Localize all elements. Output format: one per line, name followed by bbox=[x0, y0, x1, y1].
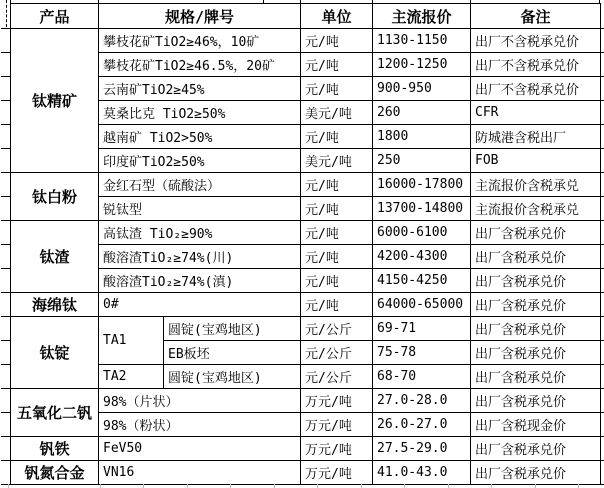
note-cell[interactable]: 出厂含税承兑价 bbox=[471, 245, 601, 269]
table-row bbox=[11, 437, 601, 461]
top-edge-gridline bbox=[263, 0, 264, 3]
unit-cell[interactable]: 元/吨 bbox=[301, 197, 373, 221]
row-gridline-stub bbox=[1, 364, 10, 365]
price-cell[interactable]: 41.0-43.0 bbox=[373, 461, 471, 485]
spec-cell[interactable]: 金红石型（硫酸法） bbox=[99, 173, 301, 197]
unit-cell[interactable]: 元/公斤 bbox=[301, 365, 373, 389]
row-gridline-stub bbox=[1, 220, 10, 221]
row-gridline-stub bbox=[1, 436, 10, 437]
row-gridline-stub bbox=[1, 388, 10, 389]
price-table bbox=[10, 3, 601, 485]
note-cell[interactable]: 出厂含税承兑价 bbox=[471, 437, 601, 461]
price-cell[interactable]: 900-950 bbox=[373, 77, 471, 101]
spec-cell[interactable]: 莫桑比克 TiO2≥50% bbox=[99, 101, 301, 125]
table-row bbox=[11, 413, 601, 437]
row-gridline-stub bbox=[1, 76, 10, 77]
note-cell[interactable]: 出厂含税承兑价 bbox=[471, 317, 601, 341]
row-gridline-stub bbox=[600, 220, 604, 221]
sheet-gridline bbox=[535, 484, 536, 488]
row-gridline-stub bbox=[1, 340, 10, 341]
spec-cell[interactable]: 云南矿TiO2≥45% bbox=[99, 77, 301, 101]
top-edge-gridline bbox=[10, 0, 11, 3]
sheet-gridline bbox=[491, 484, 492, 488]
price-cell[interactable]: 260 bbox=[373, 101, 471, 125]
price-cell[interactable]: 250 bbox=[373, 149, 471, 173]
unit-cell[interactable]: 万元/吨 bbox=[301, 461, 373, 485]
product-cell-fev[interactable]: 钒铁 bbox=[11, 437, 99, 461]
row-gridline-stub bbox=[1, 100, 10, 101]
price-cell[interactable]: 4150-4250 bbox=[373, 269, 471, 293]
spec-cell[interactable]: 锐钛型 bbox=[99, 197, 301, 221]
table-row bbox=[11, 29, 601, 53]
price-cell[interactable]: 75-78 bbox=[373, 341, 471, 365]
spec-cell[interactable]: FeV50 bbox=[99, 437, 301, 461]
unit-cell[interactable]: 元/吨 bbox=[301, 29, 373, 53]
row-gridline-stub bbox=[600, 52, 604, 53]
table-row bbox=[11, 317, 601, 341]
note-cell[interactable]: 出厂不含税承兑价 bbox=[471, 77, 601, 101]
row-gridline-stub bbox=[600, 268, 604, 269]
row-gridline-stub bbox=[1, 316, 10, 317]
table-row bbox=[11, 197, 601, 221]
spec-cell[interactable]: 0# bbox=[99, 293, 301, 317]
product-cell-ti-dioxide[interactable]: 钛白粉 bbox=[11, 173, 99, 221]
sheet-gridline bbox=[230, 484, 231, 488]
unit-cell[interactable]: 元/吨 bbox=[301, 173, 373, 197]
brand-cell[interactable]: TA1 bbox=[99, 317, 164, 365]
price-cell[interactable]: 27.0-28.0 bbox=[373, 389, 471, 413]
row-gridline-stub bbox=[600, 364, 604, 365]
sheet-gridline bbox=[578, 484, 579, 488]
row-gridline-stub bbox=[1, 172, 10, 173]
price-cell[interactable]: 1200-1250 bbox=[373, 53, 471, 77]
price-cell[interactable]: 69-71 bbox=[373, 317, 471, 341]
spec-cell[interactable]: 印度矿TiO2≥50% bbox=[99, 149, 301, 173]
note-cell[interactable]: 出厂含税承兑价 bbox=[471, 389, 601, 413]
note-cell[interactable]: 出厂不含税承兑价 bbox=[471, 29, 601, 53]
spec-cell[interactable]: 攀枝花矿TiO2≥46%，10矿 bbox=[99, 29, 301, 53]
price-cell[interactable]: 68-70 bbox=[373, 365, 471, 389]
spec-cell[interactable]: 圆锭(宝鸡地区) bbox=[164, 317, 301, 341]
unit-cell[interactable]: 元/吨 bbox=[301, 77, 373, 101]
product-cell-ti-slag[interactable]: 钛渣 bbox=[11, 221, 99, 293]
unit-cell[interactable]: 元/吨 bbox=[301, 221, 373, 245]
top-edge-gridline bbox=[98, 0, 99, 3]
note-cell[interactable]: 出厂含税承兑价 bbox=[471, 461, 601, 485]
note-cell[interactable]: 主流报价含税承兑 bbox=[471, 173, 601, 197]
sheet-gridline bbox=[187, 484, 188, 488]
sheet-gridline bbox=[404, 484, 405, 488]
product-cell-sponge-ti[interactable]: 海绵钛 bbox=[11, 293, 99, 317]
header-cell-product[interactable]: 产品 bbox=[11, 4, 99, 29]
row-gridline-stub bbox=[1, 460, 10, 461]
unit-cell[interactable]: 万元/吨 bbox=[301, 437, 373, 461]
table-row bbox=[11, 365, 601, 389]
unit-cell[interactable]: 美元/吨 bbox=[301, 101, 373, 125]
row-gridline-stub bbox=[1, 28, 10, 29]
note-cell[interactable]: 出厂含税承兑价 bbox=[471, 293, 601, 317]
unit-cell[interactable]: 元/公斤 bbox=[301, 317, 373, 341]
note-cell[interactable]: 防城港含税出厂 bbox=[471, 125, 601, 149]
row-gridline-stub bbox=[600, 316, 604, 317]
note-cell[interactable]: CFR bbox=[471, 101, 601, 125]
unit-cell[interactable]: 美元/吨 bbox=[301, 149, 373, 173]
row-gridline-stub bbox=[1, 292, 10, 293]
table-row bbox=[11, 125, 601, 149]
row-gridline-stub bbox=[1, 244, 10, 245]
row-gridline-stub bbox=[600, 460, 604, 461]
header-cell-unit[interactable]: 单位 bbox=[301, 4, 373, 29]
row-gridline-stub bbox=[600, 148, 604, 149]
note-cell[interactable]: 主流报价含税承兑 bbox=[471, 197, 601, 221]
note-cell[interactable]: 出厂含税现金价 bbox=[471, 413, 601, 437]
header-cell-spec[interactable]: 规格/牌号 bbox=[99, 4, 301, 29]
row-gridline-stub bbox=[1, 412, 10, 413]
row-gridline-stub bbox=[600, 340, 604, 341]
spec-cell[interactable]: 圆锭(宝鸡地区) bbox=[164, 365, 301, 389]
table-row bbox=[11, 53, 601, 77]
price-cell[interactable]: 26.0-27.0 bbox=[373, 413, 471, 437]
product-cell-ti-concentrate[interactable]: 钛精矿 bbox=[11, 29, 99, 173]
note-cell[interactable]: 出厂含税承兑价 bbox=[471, 341, 601, 365]
price-cell[interactable]: 13700-14800 bbox=[373, 197, 471, 221]
unit-cell[interactable]: 元/吨 bbox=[301, 125, 373, 149]
row-gridline-stub bbox=[1, 196, 10, 197]
table-row bbox=[11, 389, 601, 413]
product-cell-vn-alloy[interactable]: 钒氮合金 bbox=[11, 461, 99, 485]
header-cell-note[interactable]: 备注 bbox=[471, 4, 601, 29]
table-row bbox=[11, 101, 601, 125]
price-cell[interactable]: 4200-4300 bbox=[373, 245, 471, 269]
price-cell[interactable]: 16000-17800 bbox=[373, 173, 471, 197]
price-cell[interactable]: 27.5-29.0 bbox=[373, 437, 471, 461]
sheet-gridline bbox=[8, 484, 9, 488]
table-row bbox=[11, 461, 601, 485]
sheet-gridline bbox=[448, 484, 449, 488]
header-cell-price[interactable]: 主流报价 bbox=[373, 4, 471, 29]
table-row bbox=[11, 221, 601, 245]
sheet-gridline bbox=[100, 484, 101, 488]
price-cell[interactable]: 1130-1150 bbox=[373, 29, 471, 53]
price-cell[interactable]: 64000-65000 bbox=[373, 293, 471, 317]
row-gridline-stub bbox=[1, 268, 10, 269]
spec-cell[interactable]: 酸溶渣TiO₂≥74%(川) bbox=[99, 245, 301, 269]
row-gridline-stub bbox=[600, 100, 604, 101]
product-cell-ti-ingot[interactable]: 钛锭 bbox=[11, 317, 99, 389]
note-cell[interactable]: 出厂含税承兑价 bbox=[471, 365, 601, 389]
top-edge-gridline bbox=[599, 0, 600, 3]
top-edge-gridline bbox=[372, 0, 373, 3]
spec-cell[interactable]: 越南矿 TiO2>50% bbox=[99, 125, 301, 149]
spec-cell[interactable]: 酸溶渣TiO₂≥74%(滇) bbox=[99, 269, 301, 293]
price-cell[interactable]: 6000-6100 bbox=[373, 221, 471, 245]
row-gridline-stub bbox=[600, 28, 604, 29]
unit-cell[interactable]: 元/公斤 bbox=[301, 341, 373, 365]
table-row bbox=[11, 293, 601, 317]
row-gridline-stub bbox=[600, 196, 604, 197]
product-cell-v2o5[interactable]: 五氧化二钒 bbox=[11, 389, 99, 437]
sheet-gridline bbox=[361, 484, 362, 488]
unit-cell[interactable]: 元/吨 bbox=[301, 245, 373, 269]
top-edge-gridline bbox=[470, 0, 471, 3]
unit-cell[interactable]: 万元/吨 bbox=[301, 389, 373, 413]
brand-cell[interactable]: TA2 bbox=[99, 365, 164, 389]
row-gridline-stub bbox=[600, 76, 604, 77]
row-gridline-stub bbox=[600, 412, 604, 413]
price-cell[interactable]: 1800 bbox=[373, 125, 471, 149]
table-row bbox=[11, 245, 601, 269]
row-gridline-stub bbox=[600, 436, 604, 437]
sheet-gridline bbox=[317, 484, 318, 488]
row-gridline-stub bbox=[600, 124, 604, 125]
top-edge-gridline bbox=[300, 0, 301, 3]
unit-cell[interactable]: 元/吨 bbox=[301, 269, 373, 293]
header-row bbox=[11, 4, 601, 29]
table-row bbox=[11, 77, 601, 101]
spec-cell[interactable]: 98%（片状） bbox=[99, 389, 301, 413]
row-gridline-stub bbox=[1, 124, 10, 125]
note-cell[interactable]: 出厂含税承兑价 bbox=[471, 221, 601, 245]
sheet-gridline bbox=[274, 484, 275, 488]
table-row bbox=[11, 269, 601, 293]
table-row bbox=[11, 173, 601, 197]
unit-cell[interactable]: 元/吨 bbox=[301, 293, 373, 317]
spec-cell[interactable]: 98%（粉状） bbox=[99, 413, 301, 437]
row-gridline-stub bbox=[1, 148, 10, 149]
spec-cell[interactable]: EB板坯 bbox=[164, 341, 301, 365]
row-gridline-stub bbox=[600, 292, 604, 293]
note-cell[interactable]: 出厂不含税承兑价 bbox=[471, 53, 601, 77]
spec-cell[interactable]: 高钛渣 TiO₂≥90% bbox=[99, 221, 301, 245]
spec-cell[interactable]: VN16 bbox=[99, 461, 301, 485]
unit-cell[interactable]: 元/吨 bbox=[301, 53, 373, 77]
sheet-gridline bbox=[143, 484, 144, 488]
spec-cell[interactable]: 攀枝花矿TiO2≥46.5%，20矿 bbox=[99, 53, 301, 77]
row-gridline-stub bbox=[600, 388, 604, 389]
note-cell[interactable]: 出厂含税承兑价 bbox=[471, 269, 601, 293]
row-gridline-stub bbox=[1, 52, 10, 53]
table-row bbox=[11, 149, 601, 173]
row-gridline-stub bbox=[600, 244, 604, 245]
unit-cell[interactable]: 万元/吨 bbox=[301, 413, 373, 437]
note-cell[interactable]: FOB bbox=[471, 149, 601, 173]
page-break-dash bbox=[6, 0, 7, 27]
row-gridline-stub bbox=[600, 484, 604, 485]
row-gridline-stub bbox=[600, 172, 604, 173]
